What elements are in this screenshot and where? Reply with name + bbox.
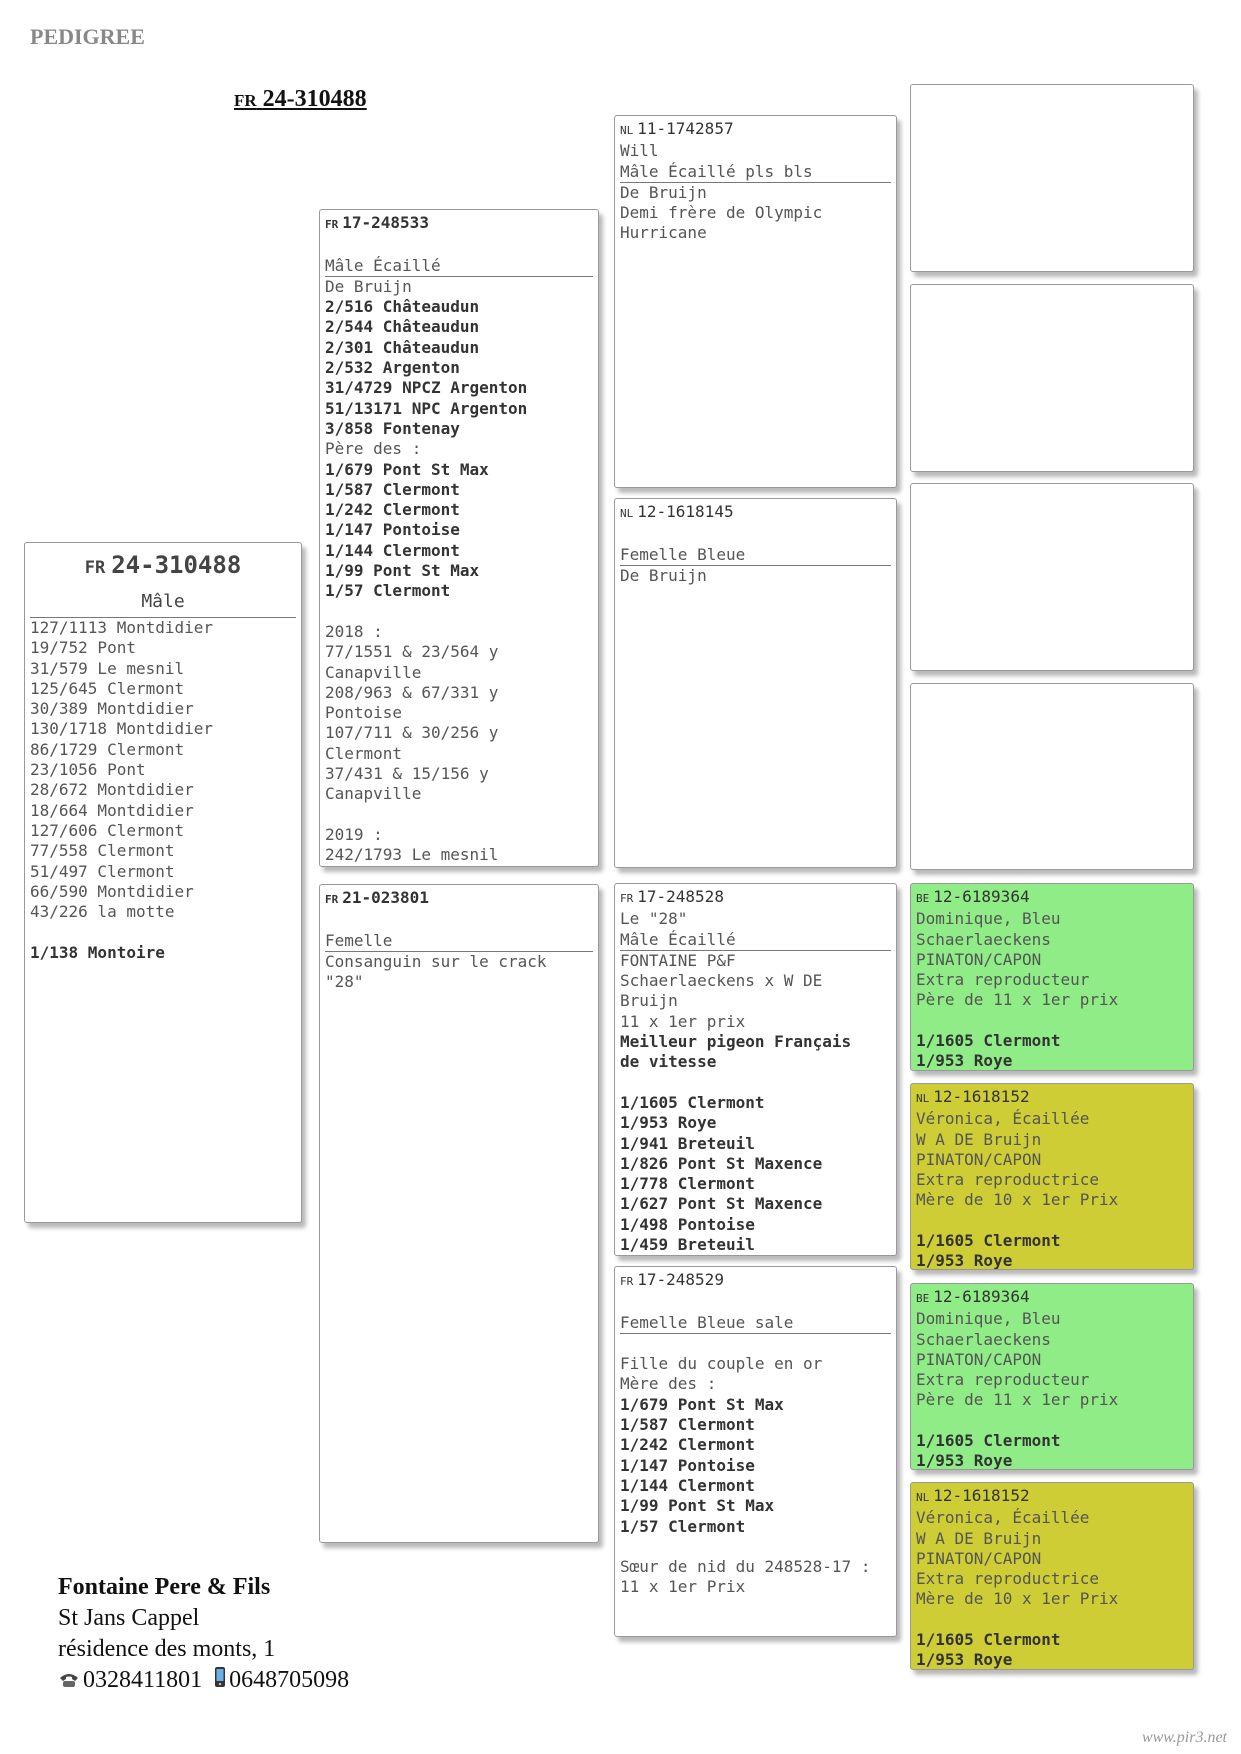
pedigree-line: 11 x 1er Prix: [620, 1577, 746, 1597]
pedigree-line: Meilleur pigeon Français: [620, 1032, 852, 1052]
great-grandparent-7-card: [910, 1283, 1194, 1470]
pedigree-line: 130/1718 Montdidier: [30, 719, 214, 739]
pedigree-line: 1/953 Roye: [916, 1451, 1013, 1470]
pedigree-line: 107/711 & 30/256 y: [325, 723, 499, 743]
pedigree-line: 1/679 Pont St Max: [620, 1394, 784, 1414]
pedigree-line: [325, 910, 593, 930]
pedigree-line: Canapville: [325, 784, 422, 804]
pedigree-line: 1/953 Roye: [916, 1251, 1013, 1270]
paternal-grandfather-card: [614, 115, 897, 488]
ring-value: 21-023801: [342, 888, 429, 907]
pedigree-line: [620, 1334, 891, 1354]
pedigree-line: 1/627 Pont St Maxence: [620, 1194, 823, 1214]
pedigree-line: 127/606 Clermont: [30, 820, 185, 840]
maternal-grandmother-card: [614, 1266, 897, 1637]
pedigree-line: 1/953 Roye: [620, 1113, 717, 1133]
pedigree-line: PINATON/CAPON: [916, 1548, 1042, 1568]
pedigree-line: Extra reproductrice: [916, 1170, 1100, 1190]
pedigree-line: Dominique, Bleu: [916, 909, 1061, 929]
country-code: NL: [916, 1491, 930, 1504]
pedigree-line: Schaerlaeckens: [916, 929, 1051, 949]
pedigree-line: 18/664 Montdidier: [30, 800, 194, 820]
pedigree-line: Femelle: [325, 931, 593, 952]
pedigree-line: PINATON/CAPON: [916, 949, 1042, 969]
pedigree-line: W A DE Bruijn: [916, 1528, 1042, 1548]
pedigree-line: 1/941 Breteuil: [620, 1133, 755, 1153]
ring-number: [916, 887, 1188, 909]
pedigree-line: 1/99 Pont St Max: [325, 561, 480, 581]
pedigree-line: [916, 1011, 1188, 1031]
maternal-grandfather-card: [614, 883, 897, 1256]
ring-value: 12-1618152: [933, 1087, 1030, 1106]
pedigree-line: 2/544 Châteaudun: [325, 317, 480, 337]
country-code: FR: [620, 1275, 634, 1288]
pedigree-line: [916, 1211, 1188, 1231]
pedigree-line: Extra reproductrice: [916, 1569, 1100, 1589]
pedigree-line: Pontoise: [325, 703, 403, 723]
pedigree-line: 1/138 Montoire: [30, 942, 165, 962]
ring-value: 12-6189364: [933, 887, 1030, 906]
pedigree-line: 2019 :: [325, 824, 383, 844]
breeder-address: résidence des monts, 1: [58, 1636, 276, 1662]
subject-ring-number: 24-310488: [111, 551, 242, 579]
pedigree-line: Mère des :: [620, 1374, 717, 1394]
great-grandparent-6-card: [910, 1083, 1194, 1270]
subject-results: [30, 618, 296, 963]
pedigree-line: Schaerlaeckens x W DE: [620, 971, 823, 991]
pedigree-line: 1/953 Roye: [916, 1051, 1013, 1071]
ring-value: 12-6189364: [933, 1287, 1030, 1306]
breeder-city: St Jans Cappel: [58, 1605, 200, 1631]
pedigree-line: 127/1113 Montdidier: [30, 618, 214, 637]
ring-value: 17-248529: [637, 1270, 724, 1289]
pedigree-line: Véronica, Écaillée: [916, 1109, 1090, 1129]
pedigree-line: 19/752 Pont: [30, 638, 136, 658]
pedigree-line: De Bruijn: [620, 565, 707, 585]
pedigree-line: 77/558 Clermont: [30, 841, 175, 861]
ring-value: 17-248528: [637, 887, 724, 906]
ring-number: [620, 887, 891, 909]
pedigree-line: [620, 1537, 891, 1557]
pedigree-line: PINATON/CAPON: [916, 1149, 1042, 1169]
country-code: BE: [916, 1292, 930, 1305]
pedigree-line: Demi frère de Olympic: [620, 203, 823, 223]
pedigree-line: Canapville: [325, 662, 422, 682]
pedigree-line: 1/953 Roye: [916, 1650, 1013, 1670]
ring-number: [620, 1270, 891, 1292]
subject-country: FR: [84, 558, 106, 578]
ring-number: [916, 1287, 1188, 1309]
pedigree-line: Père de 11 x 1er prix: [916, 1390, 1119, 1410]
pedigree-line: 1/587 Clermont: [325, 479, 460, 499]
pedigree-line: Consanguin sur le crack: [325, 951, 547, 971]
pedigree-line: 2/516 Châteaudun: [325, 297, 480, 317]
pedigree-line: 1/147 Pontoise: [620, 1455, 755, 1475]
pedigree-line: 1/826 Pont St Maxence: [620, 1153, 823, 1173]
ring-number: [325, 213, 593, 235]
country-code: FR: [325, 218, 339, 231]
pedigree-line: 1/498 Pontoise: [620, 1214, 755, 1234]
pedigree-line: [325, 805, 593, 825]
pedigree-line: Femelle Bleue: [620, 545, 891, 566]
pedigree-line: 1/57 Clermont: [325, 581, 451, 601]
pedigree-line: 1/679 Pont St Max: [325, 459, 489, 479]
pedigree-line: Femelle Bleue sale: [620, 1313, 891, 1334]
ring-value: 12-1618152: [933, 1486, 1030, 1505]
ring-number: [325, 888, 593, 910]
subject-ring: [30, 550, 296, 583]
pedigree-line: 51/497 Clermont: [30, 861, 175, 881]
ring-number: [916, 1486, 1188, 1508]
watermark[interactable]: www.pir3.net: [1141, 1729, 1227, 1746]
pedigree-line: 1/147 Pontoise: [325, 520, 460, 540]
country-code: NL: [620, 507, 634, 520]
pedigree-line: 1/1605 Clermont: [916, 1231, 1061, 1251]
pedigree-line: Clermont: [325, 743, 403, 763]
great-grandparent-2-card: [910, 284, 1194, 472]
breeder-phones: [58, 1665, 349, 1697]
pedigree-line: 1/144 Clermont: [325, 540, 460, 560]
ring-number: [620, 502, 891, 524]
great-grandparent-1-card: [910, 84, 1194, 272]
pedigree-line: Hurricane: [620, 223, 707, 243]
pedigree-line: "28": [325, 972, 364, 992]
pedigree-line: 2018 :: [325, 621, 383, 641]
pedigree-line: Mâle Écaillé: [620, 930, 891, 951]
pedigree-line: 86/1729 Clermont: [30, 739, 185, 759]
title-country: FR: [234, 91, 257, 110]
pedigree-line: 31/579 Le mesnil: [30, 658, 185, 678]
pedigree-line: Extra reproducteur: [916, 1370, 1090, 1390]
pedigree-line: [916, 1411, 1188, 1431]
ring-value: 11-1742857: [637, 119, 734, 138]
pedigree-line: 1/1605 Clermont: [916, 1031, 1061, 1051]
pedigree-line: PINATON/CAPON: [916, 1349, 1042, 1369]
pedigree-line: 3/858 Fontenay: [325, 418, 460, 438]
pedigree-line: Le "28": [620, 909, 688, 929]
pedigree-line: Mère de 10 x 1er Prix: [916, 1589, 1119, 1609]
country-code: FR: [620, 892, 634, 905]
pedigree-line: Bruijn: [620, 991, 678, 1011]
pedigree-line: 77/1551 & 23/564 y: [325, 642, 499, 662]
pedigree-line: [325, 602, 593, 622]
breeder-info: [58, 1572, 349, 1697]
pedigree-line: 242/1793 Le mesnil: [325, 845, 499, 865]
pedigree-line: Mère de 10 x 1er Prix: [916, 1190, 1119, 1210]
pedigree-line: Mâle Écaillé: [325, 256, 593, 277]
pedigree-line: [325, 235, 593, 255]
mobile-number[interactable]: 0648705098: [229, 1667, 350, 1693]
pedigree-line: 1/99 Pont St Max: [620, 1496, 775, 1516]
pedigree-line: 1/57 Clermont: [620, 1516, 746, 1536]
father-card: [319, 209, 599, 867]
pedigree-line: Mâle Écaillé pls bls: [620, 162, 891, 183]
pedigree-line: 28/672 Montdidier: [30, 780, 194, 800]
great-grandparent-3-card: [910, 483, 1194, 671]
pedigree-line: W A DE Bruijn: [916, 1129, 1042, 1149]
pedigree-line: 43/226 la motte: [30, 902, 175, 922]
mother-card: [319, 884, 599, 1543]
subject-card: [24, 542, 302, 1223]
pedigree-line: FONTAINE P&F: [620, 950, 736, 970]
pedigree-line: 2/532 Argenton: [325, 358, 460, 378]
pedigree-line: [916, 1610, 1188, 1630]
pedigree-line: [620, 1073, 891, 1093]
pedigree-line: 1/1605 Clermont: [916, 1431, 1061, 1451]
pedigree-line: 30/389 Montdidier: [30, 699, 194, 719]
pedigree-line: Sœur de nid du 248528-17 :: [620, 1557, 871, 1577]
phone-number[interactable]: 0328411801: [83, 1667, 203, 1693]
pedigree-line: 1/778 Clermont: [620, 1174, 755, 1194]
pedigree-line: [30, 922, 296, 942]
title-ring: 24-310488: [262, 86, 367, 112]
pedigree-line: 51/13171 NPC Argenton: [325, 398, 528, 418]
pedigree-line: Père des :: [325, 439, 422, 459]
country-code: NL: [916, 1092, 930, 1105]
subject-sex: Mâle: [30, 589, 296, 618]
ring-number: [916, 1087, 1188, 1109]
pedigree-line: 23/1056 Pont: [30, 760, 146, 780]
pedigree-line: 1/1605 Clermont: [620, 1092, 765, 1112]
pedigree-line: 1/587 Clermont: [620, 1415, 755, 1435]
pedigree-line: Véronica, Écaillée: [916, 1508, 1090, 1528]
great-grandparent-5-card: [910, 883, 1194, 1071]
pedigree-line: 1/242 Clermont: [620, 1435, 755, 1455]
country-code: NL: [620, 124, 634, 137]
ring-value: 12-1618145: [637, 502, 734, 521]
pedigree-line: Fille du couple en or: [620, 1354, 823, 1374]
great-grandparent-4-card: [910, 683, 1194, 870]
telephone-icon: [58, 1666, 80, 1697]
pedigree-line: 1/1605 Clermont: [916, 1630, 1061, 1650]
great-grandparent-8-card: [910, 1482, 1194, 1670]
paternal-grandmother-card: [614, 498, 897, 868]
pedigree-header: PEDIGREE: [30, 24, 145, 49]
pedigree-line: De Bruijn: [325, 276, 412, 296]
pedigree-title: [234, 86, 367, 113]
ring-value: 17-248533: [342, 213, 429, 232]
pedigree-line: 1/459 Breteuil: [620, 1235, 755, 1255]
pedigree-line: 66/590 Montdidier: [30, 881, 194, 901]
pedigree-line: De Bruijn: [620, 182, 707, 202]
pedigree-line: 2/301 Châteaudun: [325, 337, 480, 357]
breeder-name: Fontaine Pere & Fils: [58, 1574, 271, 1600]
pedigree-line: Dominique, Bleu: [916, 1309, 1061, 1329]
pedigree-line: 1/242 Clermont: [325, 500, 460, 520]
pedigree-line: Extra reproducteur: [916, 970, 1090, 990]
pedigree-line: Will: [620, 141, 659, 161]
pedigree-line: [620, 1292, 891, 1312]
pedigree-line: 125/645 Clermont: [30, 678, 185, 698]
country-code: BE: [916, 892, 930, 905]
pedigree-line: de vitesse: [620, 1052, 717, 1072]
ring-number: [620, 119, 891, 141]
pedigree-line: Père de 11 x 1er prix: [916, 990, 1119, 1010]
pedigree-line: 37/431 & 15/156 y: [325, 764, 489, 784]
pedigree-line: [620, 524, 891, 544]
pedigree-line: 31/4729 NPCZ Argenton: [325, 378, 528, 398]
country-code: FR: [325, 893, 339, 906]
pedigree-line: Schaerlaeckens: [916, 1329, 1051, 1349]
pedigree-line: 208/963 & 67/331 y: [325, 682, 499, 702]
pedigree-line: 11 x 1er prix: [620, 1011, 746, 1031]
pedigree-line: 1/144 Clermont: [620, 1475, 755, 1495]
mobile-phone-icon: [214, 1666, 226, 1697]
